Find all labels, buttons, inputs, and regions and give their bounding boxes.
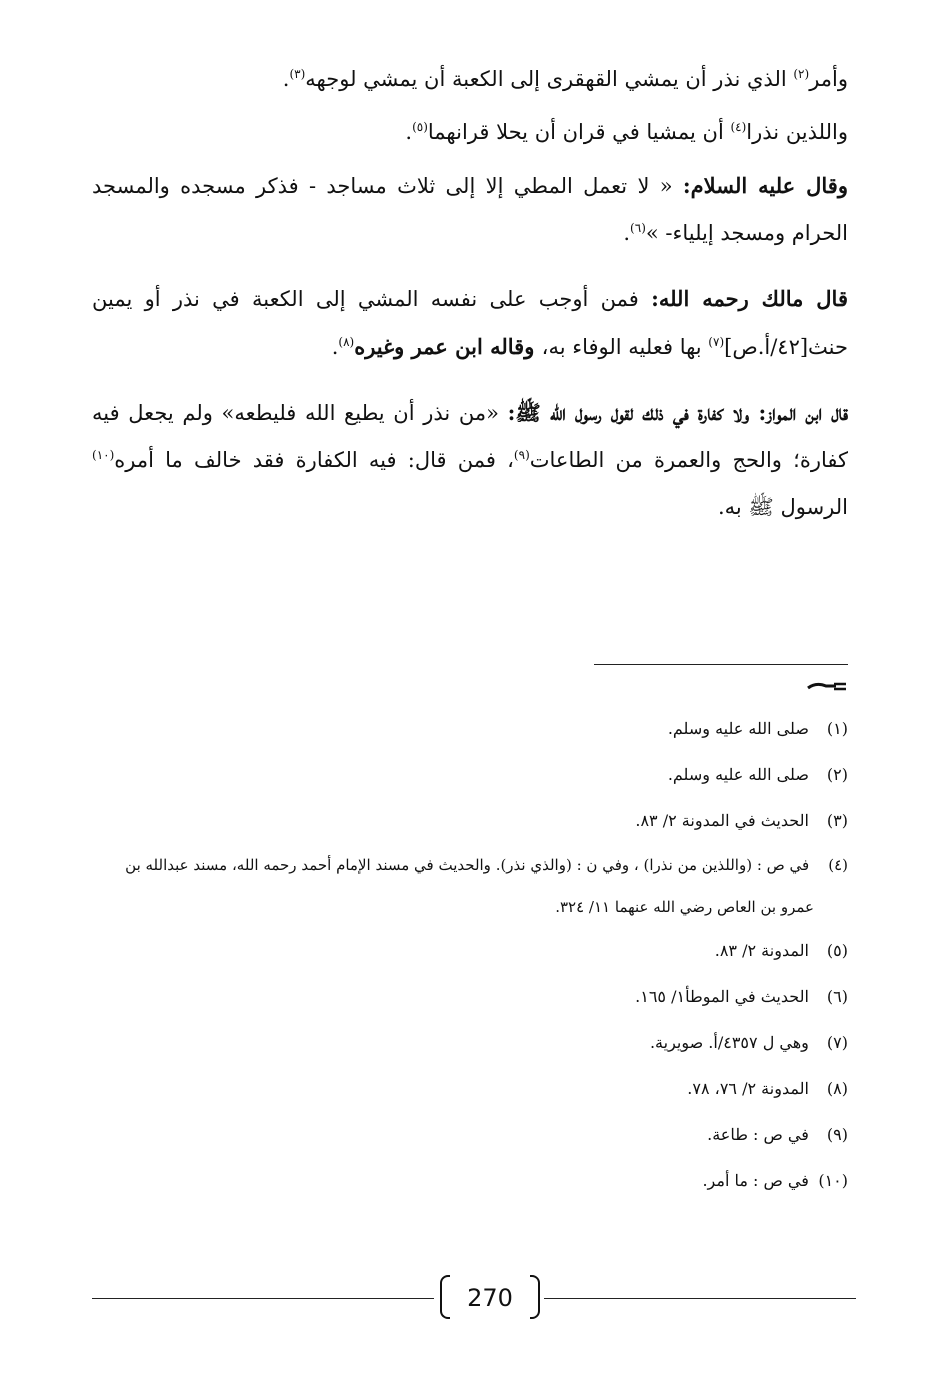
page-number: 270	[467, 1284, 513, 1312]
footnote-3: (٣) الحديث في المدونة ٢/ ٨٣.	[635, 811, 848, 830]
paragraph-1: وأمر$^{(٢)}$ الذي نذر أن يمشي القهقرى إلى الكعبة أن يمشي لوجهه$^{(٣)}$.	[282, 67, 848, 91]
bracket-left-icon	[440, 1275, 450, 1319]
footnote-9: (٩) في ص : طاعة.	[707, 1125, 848, 1144]
paragraph-3: وقال عليه السلام: « لا تعمل المطي إلا إلى ثلاث مساجد - فذكر مسجده والمسجد الحرام ومسجد إيلياء- »$^{(٦)}$.	[92, 173, 848, 245]
footnote-ref: (٩)	[513, 448, 530, 462]
pen-icon	[806, 678, 848, 696]
footnote-1: (١) صلى الله عليه وسلم.	[667, 719, 848, 738]
footnote-ref: (٧)	[708, 335, 725, 349]
paragraph-4: قال مالك رحمه الله: فمن أوجب على نفسه المشي إلى الكعبة في نذر أو يمين حنث[٤٢/أ.ص]$^{(٧)}$ بها فعليه الوفاء به، وقاله ابن عمر وغيره$^{(٨)}$.	[92, 286, 848, 359]
footnote-ref: (٨)	[338, 335, 355, 349]
footnote-ref: (٦)	[630, 221, 646, 235]
page-footer	[92, 1273, 856, 1323]
footnote-5: (٥) المدونة ٢/ ٨٣.	[714, 941, 848, 960]
footnote-7: (٧) وهي ل ٤٣٥٧/أ. صويرية.	[649, 1033, 848, 1052]
footer-line-left	[92, 1298, 434, 1299]
footnote-ref: (٤)	[730, 120, 747, 134]
paragraph-2: واللذين نذرا$^{(٤)}$ أن يمشيا في قران أن يحلا قرانهما$^{(٥)}$.	[405, 120, 848, 144]
footnote-ref: (٥)	[412, 120, 428, 134]
paragraph-5: قال ابن المواز: ولا كفارة في ذلك لقول رسول الله ﷺ: «من نذر أن يطيع الله فليطعه» ولم يجعل فيه كفارة؛ والحج والعمرة من الطاعات$^{(٩)}$، فمن قال: فيه الكفارة فقد خالف ما أمره$^{(١٠)}$ الرسول ﷺ به.	[92, 400, 848, 519]
footnote-6: (٦) الحديث في الموطأ١/ ١٦٥.	[635, 987, 848, 1006]
footnote-ref: (١٠)	[92, 448, 115, 462]
main-text	[92, 56, 848, 531]
footnote-ref: (٢)	[793, 67, 810, 81]
footnote-10: (١٠) في ص : ما أمر.	[702, 1171, 848, 1190]
footnote-ref: (٣)	[289, 67, 306, 81]
bracket-right-icon	[530, 1275, 540, 1319]
footnote-4: (٤) في ص : (واللذين من نذرا) ، وفي ن : (والذي نذر). والحديث في مسند الإمام أحمد رحمه الله، مسند عبدالله بن عمرو بن العاص رضي الله عنهما ١١/ ٣٢٤.	[125, 856, 848, 916]
footnote-2: (٢) صلى الله عليه وسلم.	[667, 765, 848, 784]
footnote-separator	[594, 664, 848, 665]
page-number-box	[440, 1273, 540, 1323]
footnote-8: (٨) المدونة ٢/ ٧٦، ٧٨.	[687, 1079, 848, 1098]
footer-line-right	[544, 1298, 856, 1299]
